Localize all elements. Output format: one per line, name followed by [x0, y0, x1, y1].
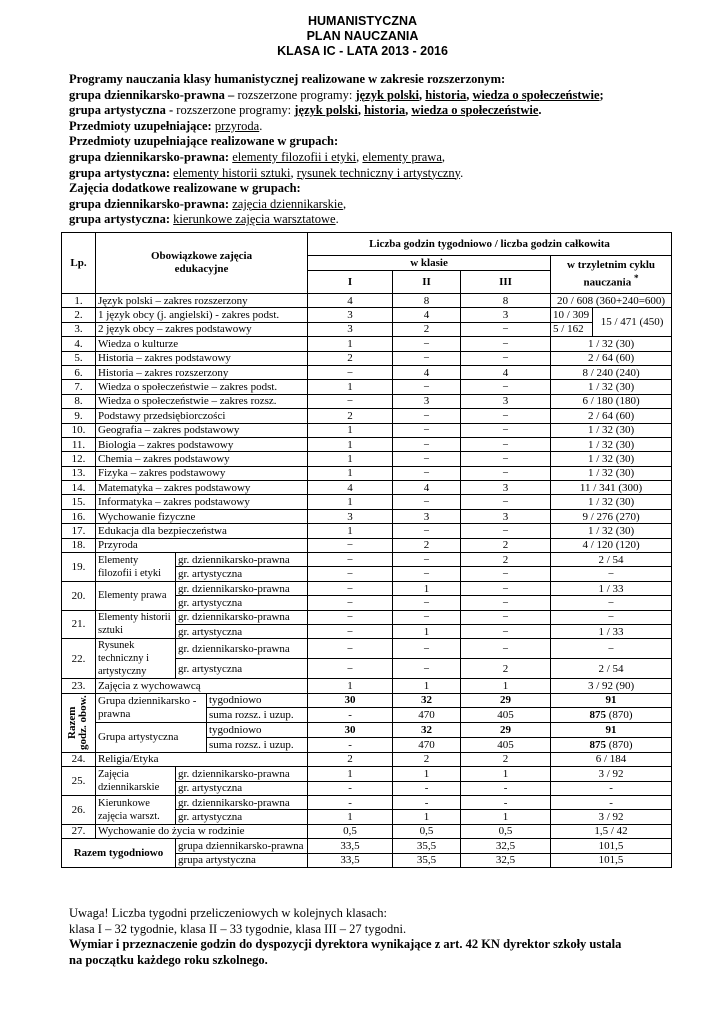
row-lp: 20. [62, 581, 96, 610]
row-subject: Religia/Etyka [96, 752, 308, 766]
row-lp: 2. [62, 308, 96, 322]
footer-note-weeks: Uwaga! Liczba tygodni przeliczeniowych w kolejnych klasach: [69, 906, 387, 920]
row-subject: Elementy filozofii i etyki [96, 553, 176, 582]
row-class-II: − [393, 351, 461, 365]
row-class-III: 2 [461, 659, 551, 679]
table-row [62, 437, 672, 451]
razem-type: suma rozsz. i uzup. [207, 708, 308, 722]
table-row [62, 767, 672, 781]
row-class-III: - [461, 795, 551, 809]
row-class-III: − [461, 452, 551, 466]
row-class-II: 3 [393, 509, 461, 523]
row-subject: Zajęcia dziennikarskie [96, 767, 176, 796]
table-cell: 35,5 [393, 839, 461, 853]
row-total: 8 / 240 (240) [551, 365, 672, 379]
intro-supp-law: grupa dziennikarsko-prawna: elementy filozofii i etyki, elementy prawa, [69, 149, 446, 164]
row-class-I: 1 [308, 466, 393, 480]
row-group: gr. dziennikarsko-prawna [176, 610, 308, 624]
row-total: 9 / 276 (270) [551, 509, 672, 523]
row-class-I: − [308, 567, 393, 581]
intro-supplementary: Przedmioty uzupełniające: przyroda. [69, 118, 263, 133]
table-row [62, 452, 672, 466]
table-cell: 35,5 [393, 853, 461, 867]
row-subject: Rysunek techniczny i artystyczny [96, 639, 176, 679]
row-total: 2 / 64 (60) [551, 409, 672, 423]
table-cell: 6 / 184 [551, 752, 672, 766]
row-subject: Chemia – zakres podstawowy [96, 452, 308, 466]
row-class-III: − [461, 337, 551, 351]
row-class-I: 1 [308, 380, 393, 394]
table-row [62, 423, 672, 437]
table-cell: 2 [461, 752, 551, 766]
table-row [62, 538, 672, 552]
footer-note-weeks-detail: klasa I – 32 tygodnie, klasa II – 33 tygodnie, klasa III – 27 tygodni. [69, 921, 407, 936]
row-total: 11 / 341 (300) [551, 481, 672, 495]
row-lp: 5. [62, 351, 96, 365]
row-subject: Wiedza o społeczeństwie – zakres podst. [96, 380, 308, 394]
header-class-I: I [308, 271, 393, 294]
table-row [62, 380, 672, 394]
row-class-II: 3 [393, 394, 461, 408]
row-class-III: − [461, 581, 551, 595]
row-total: 10 / 309 [551, 308, 593, 322]
row-total: 1 / 32 (30) [551, 466, 672, 480]
table-cell: 30 [308, 722, 393, 738]
row-class-II: 1 [393, 810, 461, 824]
row-total: − [551, 567, 672, 581]
table-cell: 33,5 [308, 839, 393, 853]
row-lp: 15. [62, 495, 96, 509]
document-header [0, 14, 725, 59]
table-cell: 1 [308, 679, 393, 693]
study-plan-table [61, 232, 672, 868]
row-class-III: − [461, 639, 551, 659]
row-total: 2 / 54 [551, 659, 672, 679]
row-lp: 8. [62, 394, 96, 408]
footer-note-director: Wymiar i przeznaczenie godzin do dyspozycji dyrektora wynikające z art. 42 KN dyrektor szkoły ustala [69, 937, 622, 951]
row-class-I: 3 [308, 509, 393, 523]
row-class-III: − [461, 437, 551, 451]
row-class-II: 1 [393, 767, 461, 781]
row-class-I: − [308, 394, 393, 408]
table-row [62, 679, 672, 693]
row-class-III: − [461, 322, 551, 336]
row-class-III: − [461, 624, 551, 638]
row-class-III: 2 [461, 553, 551, 567]
table-cell: 1 [393, 679, 461, 693]
row-class-I: 3 [308, 322, 393, 336]
row-subject: Wiedza o kulturze [96, 337, 308, 351]
row-class-II: − [393, 409, 461, 423]
row-subject: Wychowanie fizyczne [96, 509, 308, 523]
row-class-III: − [461, 351, 551, 365]
table-cell: 29 [461, 722, 551, 738]
table-cell: 2 [308, 752, 393, 766]
row-class-III: − [461, 524, 551, 538]
razem-type: suma rozsz. i uzup. [207, 738, 308, 752]
razem-label: Razem godz. obow. [62, 693, 96, 752]
table-row [62, 581, 672, 595]
row-class-III: − [461, 380, 551, 394]
row-class-I: 4 [308, 481, 393, 495]
table-cell: 875 (870) [551, 708, 672, 722]
row-class-I: 1 [308, 437, 393, 451]
row-group: gr. artystyczna [176, 596, 308, 610]
row-total: 6 / 180 (180) [551, 394, 672, 408]
row-group: gr. dziennikarsko-prawna [176, 639, 308, 659]
row-lp: 17. [62, 524, 96, 538]
table-row [62, 524, 672, 538]
row-lp: 25. [62, 767, 96, 796]
row-class-I: − [308, 610, 393, 624]
razem-group-law: Grupa dziennikarsko - prawna [96, 693, 207, 722]
row-total: - [551, 795, 672, 809]
row-class-II: 1 [393, 624, 461, 638]
row-class-I: − [308, 596, 393, 610]
row-total: 1 / 32 (30) [551, 423, 672, 437]
header-class-years: KLASA IC - LATA 2013 - 2016 [277, 44, 448, 58]
table-row [62, 495, 672, 509]
row-total: 1 / 32 (30) [551, 437, 672, 451]
row-class-III: 3 [461, 308, 551, 322]
row-subject: Elementy historii sztuki [96, 610, 176, 639]
row-class-II: - [393, 795, 461, 809]
intro-extra-art: grupa artystyczna: kierunkowe zajęcia warsztatowe. [69, 212, 339, 227]
table-cell: - [308, 738, 393, 752]
row-class-I: 1 [308, 524, 393, 538]
table-cell: - [308, 708, 393, 722]
table-row [62, 308, 672, 322]
row-class-II: − [393, 553, 461, 567]
row-class-III: − [461, 596, 551, 610]
row-class-I: − [308, 659, 393, 679]
row-subject: 2 język obcy – zakres podstawowy [96, 322, 308, 336]
row-group: gr. dziennikarsko-prawna [176, 581, 308, 595]
row-lp: 13. [62, 466, 96, 480]
table-row [62, 824, 672, 838]
row-lp: 10. [62, 423, 96, 437]
intro-group-law: grupa dziennikarsko-prawna – rozszerzone programy: język polski, historia, wiedza o społeczeństwie; [69, 87, 604, 102]
row-class-I: 1 [308, 810, 393, 824]
footer-notes [69, 906, 709, 968]
row-lp: 22. [62, 639, 96, 679]
row-class-II: − [393, 524, 461, 538]
row-class-II: 2 [393, 322, 461, 336]
row-class-III: 1 [461, 767, 551, 781]
row-lp: 23. [62, 679, 96, 693]
header-in-class: w klasie [308, 256, 551, 271]
row-total: 2 / 64 (60) [551, 351, 672, 365]
row-subject: Elementy prawa [96, 581, 176, 610]
row-class-I: - [308, 795, 393, 809]
row-lp: 27. [62, 824, 96, 838]
intro-group-art: grupa artystyczna - rozszerzone programy: język polski, historia, wiedza o społeczeństwie. [69, 103, 542, 118]
row-lp: 3. [62, 322, 96, 336]
intro-programs-heading: Programy nauczania klasy humanistycznej realizowane w zakresie rozszerzonym: [69, 72, 506, 86]
row-class-II: - [393, 781, 461, 795]
row-lp: 1. [62, 294, 96, 308]
row-total: - [551, 781, 672, 795]
row-subject: Przyroda [96, 538, 308, 552]
row-total: 1 / 32 (30) [551, 337, 672, 351]
table-row [62, 610, 672, 624]
row-class-II: − [393, 495, 461, 509]
table-cell: 470 [393, 708, 461, 722]
table-cell: 470 [393, 738, 461, 752]
weekly-label: Razem tygodniowo [62, 839, 176, 868]
row-class-II: 1 [393, 581, 461, 595]
row-class-II: − [393, 380, 461, 394]
row-total: 1 / 32 (30) [551, 524, 672, 538]
row-class-II: − [393, 610, 461, 624]
table-row-total-mandatory [62, 722, 672, 738]
row-class-II: 4 [393, 308, 461, 322]
row-lp: 12. [62, 452, 96, 466]
row-class-II: − [393, 639, 461, 659]
weekly-group: grupa dziennikarsko-prawna [176, 839, 308, 853]
row-total: 3 / 92 [551, 767, 672, 781]
row-lp: 21. [62, 610, 96, 639]
footer-note-director-2: na początku każdego roku szkolnego. [69, 952, 268, 967]
row-class-III: − [461, 423, 551, 437]
table-cell: 33,5 [308, 853, 393, 867]
row-class-II: 4 [393, 365, 461, 379]
table-cell: 875 (870) [551, 738, 672, 752]
razem-type: tygodniowo [207, 693, 308, 707]
intro-extra-heading: Zajęcia dodatkowe realizowane w grupach: [69, 181, 301, 196]
row-class-III: − [461, 610, 551, 624]
row-total: 5 / 162 [551, 322, 593, 336]
row-total: 1 / 33 [551, 581, 672, 595]
row-lp: 19. [62, 553, 96, 582]
table-row [62, 639, 672, 659]
row-total: 1 / 32 (30) [551, 495, 672, 509]
row-subject: Geografia – zakres podstawowy [96, 423, 308, 437]
row-class-III: 8 [461, 294, 551, 308]
row-class-III: 3 [461, 481, 551, 495]
row-class-I: - [308, 781, 393, 795]
table-cell: 0,5 [393, 824, 461, 838]
table-row [62, 553, 672, 567]
row-subject: Edukacja dla bezpieczeństwa [96, 524, 308, 538]
table-cell: 0,5 [308, 824, 393, 838]
row-lp: 11. [62, 437, 96, 451]
row-class-II: − [393, 437, 461, 451]
row-subject: Kierunkowe zajęcia warszt. [96, 795, 176, 824]
table-cell: 1,5 / 42 [551, 824, 672, 838]
row-class-III: − [461, 409, 551, 423]
row-class-III: − [461, 495, 551, 509]
row-class-III: - [461, 781, 551, 795]
intro-extra-law: grupa dziennikarsko-prawna: zajęcia dziennikarskie, [69, 196, 347, 211]
row-subject: Fizyka – zakres podstawowy [96, 466, 308, 480]
weekly-group: grupa artystyczna [176, 853, 308, 867]
row-class-III: 3 [461, 394, 551, 408]
row-group: gr. artystyczna [176, 659, 308, 679]
row-class-I: 1 [308, 423, 393, 437]
header-total: w trzyletnim cyklu nauczania * [551, 256, 672, 294]
row-lp: 4. [62, 337, 96, 351]
row-group: gr. dziennikarsko-prawna [176, 795, 308, 809]
table-cell: 30 [308, 693, 393, 707]
row-total-combined: 15 / 471 (450) [593, 308, 672, 337]
row-subject: Biologia – zakres podstawowy [96, 437, 308, 451]
row-class-II: 8 [393, 294, 461, 308]
table-cell: 91 [551, 722, 672, 738]
table-cell: 1 [461, 679, 551, 693]
row-class-II: − [393, 466, 461, 480]
row-group: gr. dziennikarsko-prawna [176, 767, 308, 781]
row-total: − [551, 610, 672, 624]
table-cell: 101,5 [551, 853, 672, 867]
row-class-II: 2 [393, 538, 461, 552]
row-class-II: − [393, 337, 461, 351]
table-row [62, 481, 672, 495]
table-cell: 3 / 92 (90) [551, 679, 672, 693]
row-class-III: 1 [461, 810, 551, 824]
row-class-III: − [461, 466, 551, 480]
header-class-II: II [393, 271, 461, 294]
row-class-I: − [308, 365, 393, 379]
row-class-I: 1 [308, 767, 393, 781]
row-lp: 24. [62, 752, 96, 766]
row-total: − [551, 596, 672, 610]
header-title: HUMANISTYCZNA [307, 14, 418, 28]
table-header-row [62, 233, 672, 256]
table-cell: 405 [461, 708, 551, 722]
header-class-III: III [461, 271, 551, 294]
row-subject: Język polski – zakres rozszerzony [96, 294, 308, 308]
table-row [62, 394, 672, 408]
row-class-I: 1 [308, 452, 393, 466]
row-total: 4 / 120 (120) [551, 538, 672, 552]
row-total: 20 / 608 (360+240=600) [551, 294, 672, 308]
row-subject: Wychowanie do życia w rodzinie [96, 824, 308, 838]
table-cell: 29 [461, 693, 551, 707]
row-total: 2 / 54 [551, 553, 672, 567]
row-class-I: 4 [308, 294, 393, 308]
row-subject: Informatyka – zakres podstawowy [96, 495, 308, 509]
row-class-I: − [308, 553, 393, 567]
table-cell: 32,5 [461, 853, 551, 867]
row-lp: 6. [62, 365, 96, 379]
row-lp: 7. [62, 380, 96, 394]
table-row [62, 509, 672, 523]
table-cell: 32,5 [461, 839, 551, 853]
row-subject: Historia – zakres rozszerzony [96, 365, 308, 379]
row-group: gr. artystyczna [176, 567, 308, 581]
row-class-II: − [393, 567, 461, 581]
row-class-II: − [393, 423, 461, 437]
table-row [62, 294, 672, 308]
table-cell: 91 [551, 693, 672, 707]
row-class-I: 1 [308, 495, 393, 509]
table-cell: 2 [393, 752, 461, 766]
row-subject: Podstawy przedsiębiorczości [96, 409, 308, 423]
row-class-II: − [393, 596, 461, 610]
header-lp: Lp. [62, 233, 96, 294]
row-total: − [551, 639, 672, 659]
row-lp: 9. [62, 409, 96, 423]
header-hours: Liczba godzin tygodniowo / liczba godzin całkowita [308, 233, 672, 256]
row-total: 3 / 92 [551, 810, 672, 824]
row-lp: 16. [62, 509, 96, 523]
row-class-II: − [393, 659, 461, 679]
row-class-I: − [308, 624, 393, 638]
table-row-weekly-total [62, 839, 672, 853]
row-class-I: 1 [308, 337, 393, 351]
row-class-II: − [393, 452, 461, 466]
intro-section [69, 72, 709, 228]
table-cell: 32 [393, 722, 461, 738]
row-class-II: 4 [393, 481, 461, 495]
row-subject: Matematyka – zakres podstawowy [96, 481, 308, 495]
row-class-I: 2 [308, 351, 393, 365]
row-total: 1 / 32 (30) [551, 380, 672, 394]
table-row [62, 351, 672, 365]
table-cell: 0,5 [461, 824, 551, 838]
header-subject: Obowiązkowe zajęcia edukacyjne [96, 233, 308, 294]
table-row [62, 752, 672, 766]
intro-supp-art: grupa artystyczna: elementy historii sztuki, rysunek techniczny i artystyczny. [69, 165, 464, 180]
table-row [62, 365, 672, 379]
row-subject: Wiedza o społeczeństwie – zakres rozsz. [96, 394, 308, 408]
table-cell: 405 [461, 738, 551, 752]
row-group: gr. artystyczna [176, 624, 308, 638]
row-class-I: 2 [308, 409, 393, 423]
row-lp: 26. [62, 795, 96, 824]
table-row [62, 795, 672, 809]
table-row [62, 466, 672, 480]
row-class-I: − [308, 639, 393, 659]
row-lp: 14. [62, 481, 96, 495]
table-row [62, 322, 672, 336]
table-row [62, 337, 672, 351]
row-group: gr. dziennikarsko-prawna [176, 553, 308, 567]
intro-supplementary-groups-heading: Przedmioty uzupełniające realizowane w grupach: [69, 134, 339, 149]
razem-type: tygodniowo [207, 722, 308, 738]
row-group: gr. artystyczna [176, 781, 308, 795]
row-subject: Historia – zakres podstawowy [96, 351, 308, 365]
table-cell: 32 [393, 693, 461, 707]
table-row-total-mandatory [62, 693, 672, 707]
table-row [62, 409, 672, 423]
table-cell: 101,5 [551, 839, 672, 853]
row-total: 1 / 32 (30) [551, 452, 672, 466]
row-lp: 18. [62, 538, 96, 552]
header-subtitle: PLAN NAUCZANIA [306, 29, 419, 43]
row-class-I: 3 [308, 308, 393, 322]
row-class-III: 3 [461, 509, 551, 523]
row-group: gr. artystyczna [176, 810, 308, 824]
row-total: 1 / 33 [551, 624, 672, 638]
row-class-I: − [308, 581, 393, 595]
row-subject: Zajęcia z wychowawcą [96, 679, 308, 693]
razem-group-art: Grupa artystyczna [96, 722, 207, 752]
row-class-III: − [461, 567, 551, 581]
row-subject: 1 język obcy (j. angielski) - zakres podst. [96, 308, 308, 322]
row-class-III: 2 [461, 538, 551, 552]
row-class-III: 4 [461, 365, 551, 379]
row-class-I: − [308, 538, 393, 552]
